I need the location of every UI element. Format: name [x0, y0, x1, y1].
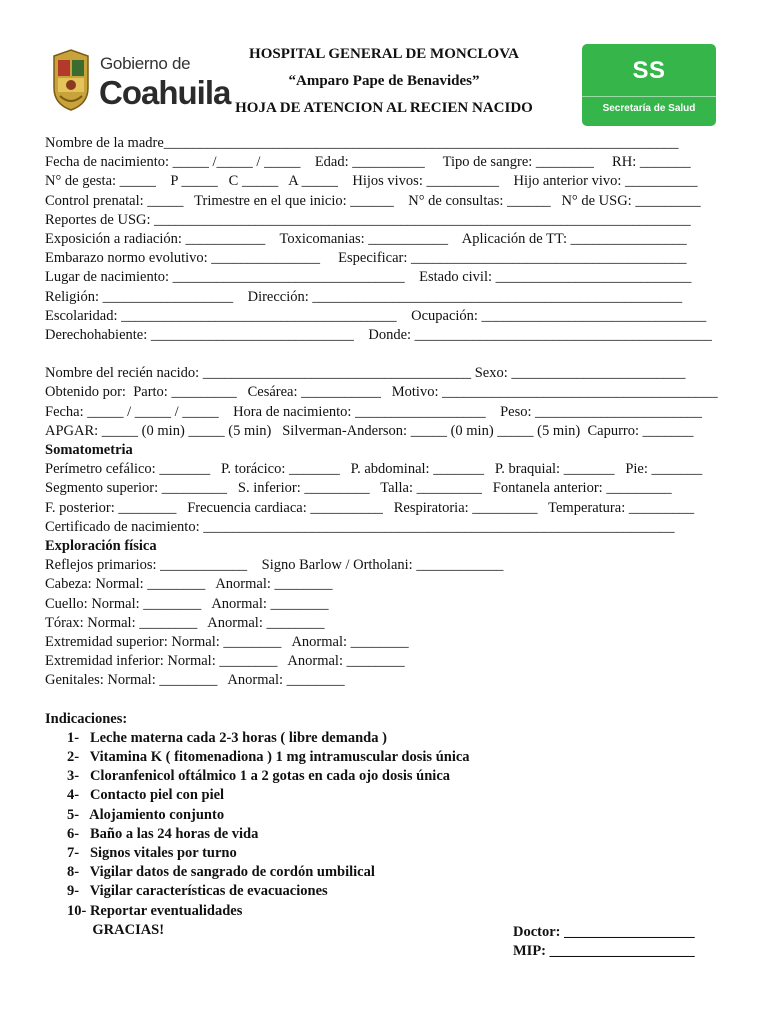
gobierno-coahuila-logo	[50, 48, 231, 114]
indication-item: 2- Vitamina K ( fitomenadiona ) 1 mg intramuscular dosis única	[67, 749, 470, 765]
lower-limb-field[interactable]: Extremidad inferior: Normal: ________ Anormal: ________	[45, 653, 405, 670]
religion-address-field[interactable]: Religión: __________________ Dirección: ___________________________________________________	[45, 288, 683, 305]
form-title: HOJA DE ATENCION AL RECIEN NACIDO	[235, 100, 533, 116]
indication-item: 5- Alojamiento conjunto	[67, 806, 225, 823]
newborn-date-field[interactable]: Fecha: _____ / _____ / _____ Hora de nacimiento: __________________ Peso: _______________________	[45, 403, 702, 420]
indication-item: 1- Leche materna cada 2-3 horas ( libre demanda )	[67, 729, 387, 746]
upper-limb-field[interactable]: Extremidad superior: Normal: ________ Anormal: ________	[45, 633, 409, 650]
document-header	[200, 44, 568, 117]
schooling-occupation-field[interactable]: Escolaridad: ______________________________________ Ocupación: _______________________________	[45, 307, 707, 324]
secretaria-salud-logo	[582, 44, 716, 126]
ss-logo-subtitle: Secretaría de Salud	[602, 103, 696, 114]
radiation-exposure-field[interactable]: Exposición a radiación: ___________ Toxicomanias: ___________ Aplicación de TT: ________________	[45, 230, 687, 247]
birthplace-field[interactable]: Lugar de nacimiento: ________________________________ Estado civil: ___________________________	[45, 269, 692, 286]
gobierno-label: Gobierno de	[100, 54, 191, 73]
indication-item: 8- Vigilar datos de sangrado de cordón umbilical	[67, 864, 375, 881]
pregnancy-evolution-field[interactable]: Embarazo normo evolutivo: _______________ Especificar: ______________________________________	[45, 250, 687, 267]
thorax-field[interactable]: Tórax: Normal: ________ Anormal: ________	[45, 614, 325, 631]
indication-item: 10- Reportar eventualidades	[67, 902, 243, 919]
genitals-field[interactable]: Genitales: Normal: ________ Anormal: ________	[45, 672, 345, 689]
reflexes-field[interactable]: Reflejos primarios: ____________ Signo Barlow / Ortholani: ____________	[45, 557, 504, 574]
hospital-name: HOSPITAL GENERAL DE MONCLOVA	[249, 46, 519, 62]
usg-reports-field[interactable]: Reportes de USG: __________________________________________________________________________	[45, 211, 691, 228]
indication-item: 7- Signos vitales por turno	[67, 844, 237, 861]
indication-item: 6- Baño a las 24 horas de vida	[67, 825, 259, 842]
birth-date-age-blood-field[interactable]: Fecha de nacimiento: _____ /_____ / _____ Edad: __________ Tipo de sangre: ________ RH: _______	[45, 154, 691, 171]
vital-signs-field[interactable]: F. posterior: ________ Frecuencia cardiaca: __________ Respiratoria: _________ Temperatura: _________	[45, 499, 695, 516]
spacer	[45, 345, 725, 364]
apgar-field[interactable]: APGAR: _____ (0 min) _____ (5 min) Silverman-Anderson: _____ (0 min) _____ (5 min) Capurro: _______	[45, 422, 694, 439]
somatometria-heading: Somatometria	[45, 442, 133, 458]
birth-certificate-field[interactable]: Certificado de nacimiento: _________________________________________________________________	[45, 518, 675, 535]
doctor-signature-field[interactable]: Doctor: __________________	[513, 924, 695, 940]
insurance-field[interactable]: Derechohabiente: ____________________________ Donde: _________________________________________	[45, 326, 712, 343]
coahuila-crest-icon	[50, 48, 92, 112]
coahuila-label: Coahuila	[99, 74, 231, 111]
closing-thanks: GRACIAS!	[67, 921, 165, 938]
neck-field[interactable]: Cuello: Normal: ________ Anormal: ________	[45, 595, 329, 612]
newborn-name-field[interactable]: Nombre del recién nacido: _____________________________________ Sexo: ________________________	[45, 365, 686, 382]
delivery-type-field[interactable]: Obtenido por: Parto: _________ Cesárea: ___________ Motivo: ______________________________________	[45, 384, 718, 401]
indication-item: 4- Contacto piel con piel	[67, 787, 225, 804]
prenatal-control-field[interactable]: Control prenatal: _____ Trimestre en el que inicio: ______ N° de consultas: ______ N° de USG: _________	[45, 192, 701, 209]
ss-logo-divider	[582, 96, 716, 97]
segment-field[interactable]: Segmento superior: _________ S. inferior: _________ Talla: _________ Fontanela anterior: _________	[45, 480, 672, 497]
spacer	[45, 690, 725, 709]
exploracion-heading: Exploración física	[45, 537, 157, 554]
mother-name-field[interactable]: Nombre de la madre_______________________________________________________________________	[45, 135, 679, 151]
mip-signature-field[interactable]: MIP: ____________________	[513, 943, 695, 959]
gesta-field[interactable]: N° de gesta: _____ P _____ C _____ A _____ Hijos vivos: __________ Hijo anterior vivo: __________	[45, 173, 698, 190]
indication-item: 3- Cloranfenicol oftálmico 1 a 2 gotas en cada ojo dosis única	[67, 768, 451, 785]
head-field[interactable]: Cabeza: Normal: ________ Anormal: ________	[45, 576, 333, 593]
hospital-subtitle: “Amparo Pape de Benavides”	[288, 73, 480, 89]
perimeter-field[interactable]: Perímetro cefálico: _______ P. torácico: _______ P. abdominal: _______ P. braquial: _______ Pie: _______	[45, 461, 703, 478]
indicaciones-heading: Indicaciones:	[45, 710, 128, 727]
newborn-care-form	[45, 134, 725, 940]
indication-item: 9- Vigilar características de evacuaciones	[67, 883, 328, 900]
ss-logo-text: SS	[632, 57, 666, 84]
